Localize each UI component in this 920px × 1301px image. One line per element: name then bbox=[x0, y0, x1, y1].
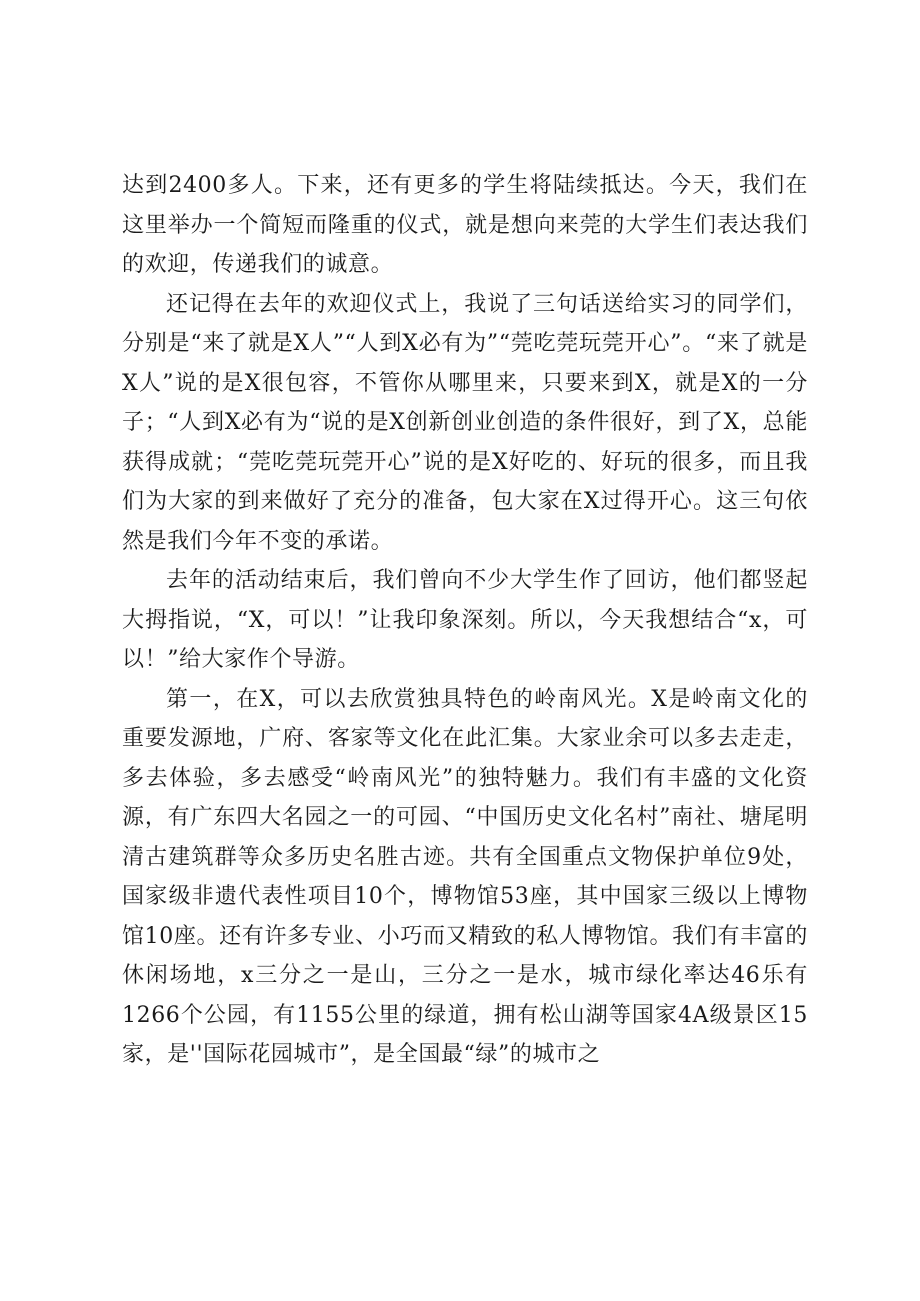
paragraph-three-sayings: 还记得在去年的欢迎仪式上，我说了三句话送给实习的同学们，分别是“来了就是X人”“人到X必有为”“莞吃莞玩莞开心”。“来了就是X人”说的是X很包容，不管你从哪里来，只要来到X，就是X的一分子；“人到X必有为“说的是X创新创业创造的条件很好，到了X，总能获得成就；“莞吃莞玩莞开心”说的是X好吃的、好玩的很多，而且我们为大家的到来做好了充分的准备，包大家在X过得开心。这三句依然是我们今年不变的承诺。 bbox=[122, 291, 808, 554]
paragraph-continuation: 达到2400多人。下来，还有更多的学生将陆续抵达。今天，我们在这里举办一个简短而隆重的仪式，就是想向来莞的大学生们表达我们的欢迎，传递我们的诚意。 bbox=[122, 173, 808, 277]
paragraph-lingnan-scenery: 第一，在X，可以去欣赏独具特色的岭南风光。X是岭南文化的重要发源地，广府、客家等文化在此汇集。大家业余可以多去走走，多去体验，多去感受“岭南风光”的独特魅力。我们有丰盛的文化资源，有广东四大名园之一的可园、“中国历史文化名村”南社、塘尾明清古建筑群等众多历史名胜古迹。共有全国重点文物保护单位9处，国家级非遗代表性项目10个，博物馆53座，其中国家三级以上博物馆10座。还有许多专业、小巧而又精致的私人博物馆。我们有丰富的休闲场地，x三分之一是山，三分之一是水，城市绿化率达46乐有1266个公园，有1155公里的绿道，拥有松山湖等国家4A级景区15家，是''国际花园城市”，是全国最“绿”的城市之 bbox=[122, 686, 808, 1067]
document-body bbox=[122, 166, 808, 1075]
paragraph-follow-up-visit: 去年的活动结束后，我们曾向不少大学生作了回访，他们都竖起大拇指说，“X，可以！”让我印象深刻。所以，今天我想结合“x，可以！”给大家作个导游。 bbox=[122, 568, 808, 672]
